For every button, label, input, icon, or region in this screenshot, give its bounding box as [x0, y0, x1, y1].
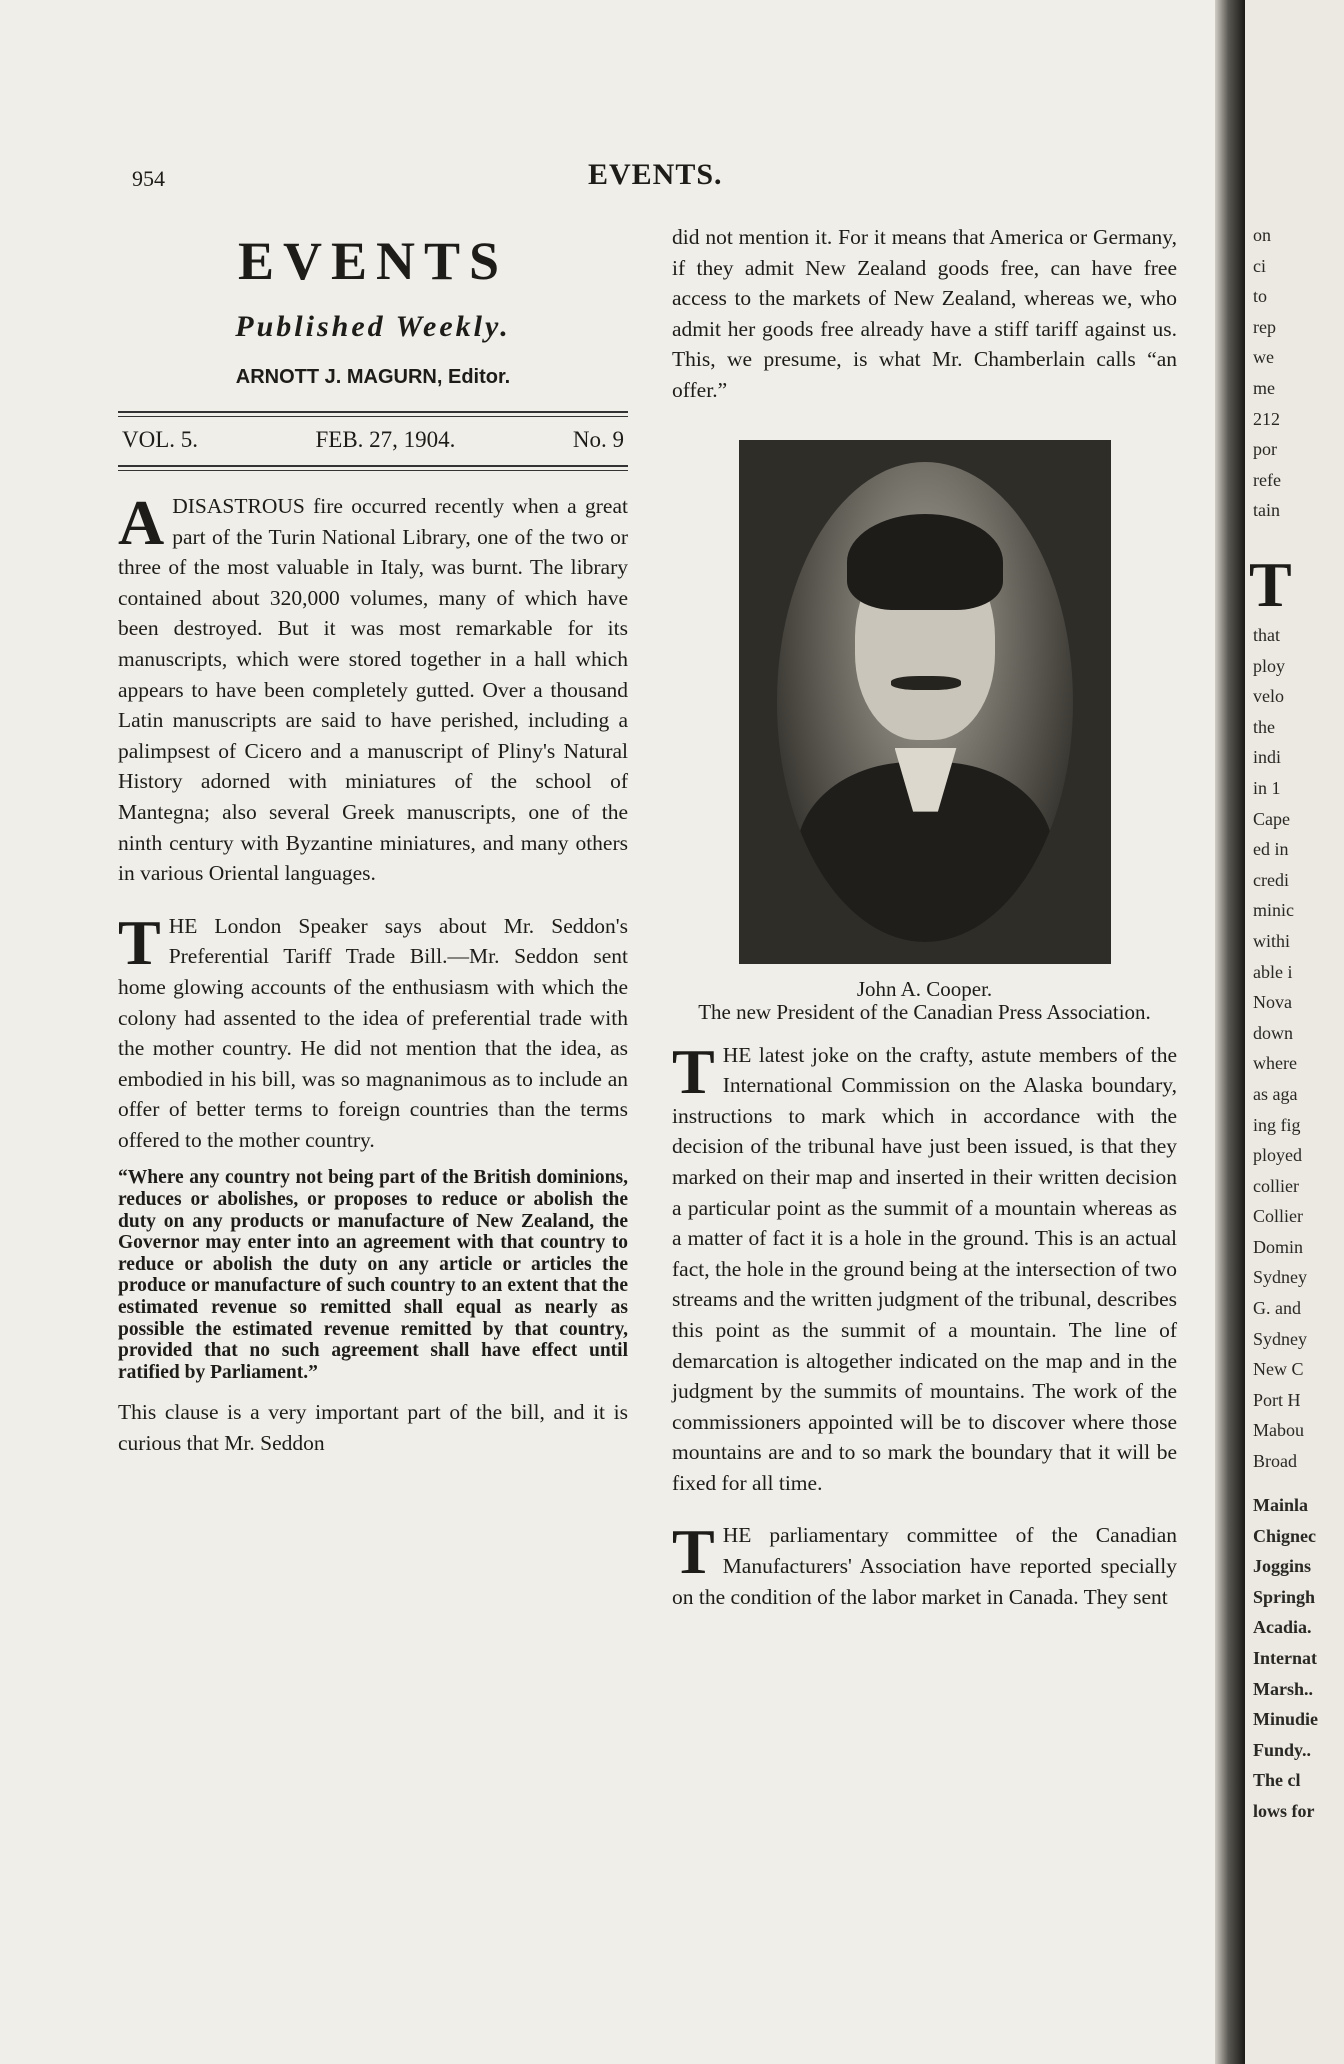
portrait-caption	[672, 978, 1177, 1024]
article-text: HE London Speaker says about Mr. Seddon's Preferential Tariff Trade Bill.—Mr. Seddon sent home glowing accounts of the enthusiasm with which the colony had assented to the idea of preferential trade with the mother country. He did not mention that the idea, as embodied in his bill, was so magnanimous as to include an offer of better terms to foreign countries than the terms offered to the mother country.	[118, 913, 628, 1152]
article-seddon-conclusion: did not mention it. For it means that America or Germany, if they admit New Zealand goods free, can have free access to the markets of New Zealand, whereas we, who admit her goods free already have a stiff tariff against us. This, we presume, is what Mr. Chamberlain calls “an offer.”	[672, 225, 1177, 402]
facing-page-fragment	[1245, 0, 1344, 2064]
dropcap: T	[672, 1516, 715, 1588]
facing-middle-text: that ploy velo the indi in 1 Cape ed in credi minic withi able i Nova down where as aga ing fig ployed collier Collier Domin Sydney G. and Sydney New C Port H Mabou Broad	[1253, 625, 1307, 1472]
article-seddon-continued: This clause is a very important part of the bill, and it is curious that Mr. Seddon	[118, 1400, 628, 1455]
dropcap: T	[672, 1035, 715, 1107]
portrait-description: The new President of the Canadian Press Association.	[698, 999, 1151, 1024]
article-labor-market	[672, 1516, 1177, 1612]
portrait-oval	[777, 462, 1073, 942]
running-head	[0, 158, 1235, 198]
masthead-editor: ARNOTT J. MAGURN, Editor.	[235, 366, 511, 388]
article-turin-fire	[118, 487, 628, 889]
right-column	[672, 222, 1177, 1612]
dateline-rule	[118, 465, 628, 471]
portrait-name: John A. Cooper.	[856, 976, 993, 1001]
volume: VOL. 5.	[122, 427, 199, 452]
book-gutter	[1215, 0, 1245, 2064]
running-title: EVENTS.	[588, 158, 723, 191]
dropcap: A	[118, 487, 165, 558]
portrait-photo	[739, 440, 1111, 964]
dateline	[118, 427, 628, 453]
facing-top-text: on ci to rep we me 212 por refe tain	[1253, 225, 1281, 521]
article-seddon-tariff	[118, 906, 628, 1156]
issue-number: No. 9	[572, 427, 624, 452]
article-text: HE latest joke on the crafty, astute members of the International Commission on the Alaska boundary, instructions to mark which in accordance with the decision of the tribunal have just been issued, is that they marked on their map and inserted in their written decision a particular point as the summit of a mountain whereas as a matter of fact it is a hole in the ground. This is an actual fact, the hole in the ground being at the intersection of two streams and the written judgment of the tribunal, describes this point as the summit of a mountain. The line of demarcation is altogether indicated on the map and in the judgment by the summits of mountains. The work of the commissioners appointed will be to discover where those mountains are and to so mark the boundary that it will be fixed for all time.	[672, 1042, 1177, 1495]
masthead-subtitle: Published Weekly.	[235, 310, 511, 343]
page-number: 954	[132, 166, 165, 191]
masthead-title: EVENTS	[237, 231, 509, 291]
tariff-clause-quote: “Where any country not being part of the British dominions, reduces or abolishes, or proposes to reduce or abolish the duty on any products or manufacture of New Zealand, the Governor may enter into an agreement with that country to reduce or abolish the duty on any article or articles the produce or manufacture of such country to an extent that the estimated revenue so remitted shall equal as nearly as possible the estimated revenue remitted by that country, provided that no such agreement shall have effect until ratified by Parliament.”	[118, 1167, 628, 1383]
masthead-rule	[118, 411, 628, 417]
facing-bottom-text: Mainla Chignec Joggins Springh Acadia. Internat Marsh.. Minudie Fundy.. The cl lows for	[1253, 1495, 1319, 1821]
article-text: DISASTROUS fire occurred recently when a great part of the Turin National Library, one of the two or three of the most valuable in Italy, was burnt. The library contained about 320,000 volumes, many of which have been destroyed. But it was most remarkable for its manuscripts, which were stored together in a hall which appears to have been completely gutted. Over a thousand Latin manuscripts are said to have perished, including a palimpsest of Cicero and a manuscript of Pliny's Natural History adorned with miniatures of the school of Mantegna; also several Greek manuscripts, one of the ninth century with Byzantine miniatures, and many others in various Oriental languages.	[118, 494, 628, 886]
facing-dropcap: T	[1249, 549, 1292, 620]
dropcap: T	[118, 906, 161, 978]
left-column	[118, 222, 628, 1459]
article-text: HE parliamentary committee of the Canadian Manufacturers' Association have reported specially on the condition of the labor market in Canada. They sent	[672, 1523, 1177, 1609]
article-alaska-boundary	[672, 1035, 1177, 1499]
issue-date: FEB. 27, 1904.	[315, 427, 456, 452]
